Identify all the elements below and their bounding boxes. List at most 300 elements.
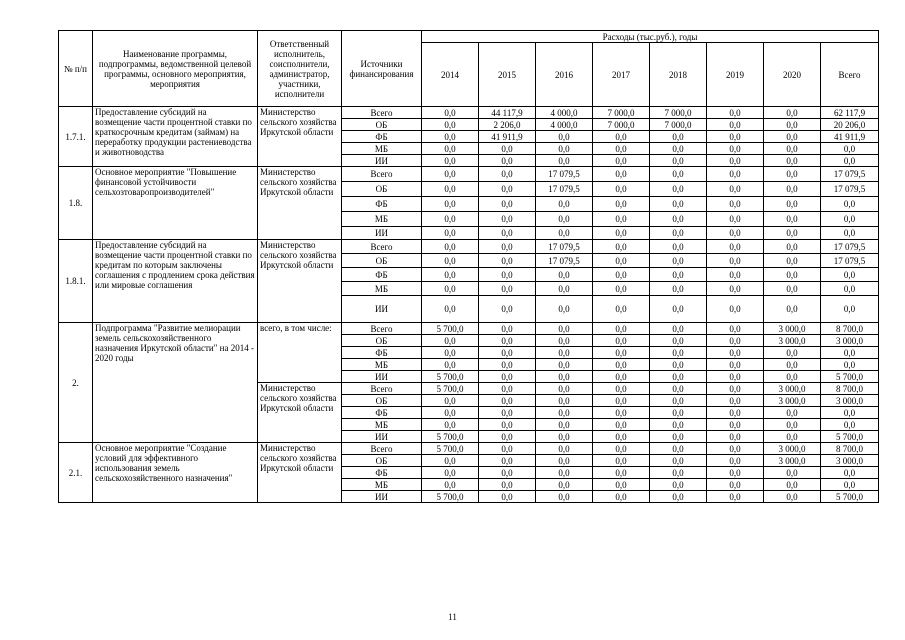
total-value: 0,0 [821,296,879,323]
total-value: 62 117,9 [821,107,879,119]
funding-source: МБ [342,212,422,227]
year-value: 0,0 [707,197,764,212]
funding-source: МБ [342,419,422,431]
year-value: 0,0 [536,155,593,167]
year-value: 0,0 [593,323,650,335]
year-value: 17 079,5 [536,182,593,197]
year-value: 0,0 [593,268,650,282]
total-value: 5 700,0 [821,491,879,503]
table-row [59,107,879,119]
year-value: 0,0 [764,240,821,254]
year-value: 3 000,0 [764,323,821,335]
year-value: 0,0 [707,107,764,119]
year-value: 0,0 [593,395,650,407]
item-description: Основное мероприятие "Создание условий для эффективного использования земель сельскохозяйственного назначения" [93,443,258,503]
funding-source: МБ [342,143,422,155]
year-value: 0,0 [593,212,650,227]
year-value: 0,0 [764,282,821,296]
year-value: 0,0 [707,254,764,268]
year-value: 0,0 [707,467,764,479]
year-value: 0,0 [764,359,821,371]
header-number: № п/п [59,31,93,107]
header-name: Наименование программы, подпрограммы, ведомственной целевой программы, основного мероприятия, мероприятия [93,31,258,107]
year-value: 0,0 [764,347,821,359]
year-value: 0,0 [536,131,593,143]
year-value: 0,0 [650,479,707,491]
funding-source: ИИ [342,296,422,323]
year-value: 0,0 [650,143,707,155]
total-value: 20 206,0 [821,119,879,131]
year-value: 0,0 [707,431,764,443]
year-value: 0,0 [707,395,764,407]
total-value: 3 000,0 [821,395,879,407]
year-value: 0,0 [650,323,707,335]
year-value: 0,0 [764,143,821,155]
year-value: 0,0 [707,155,764,167]
year-value: 0,0 [764,227,821,240]
year-value: 3 000,0 [764,335,821,347]
year-value: 7 000,0 [593,119,650,131]
year-value: 0,0 [764,167,821,182]
year-value: 4 000,0 [536,107,593,119]
year-value: 0,0 [764,419,821,431]
year-value: 3 000,0 [764,455,821,467]
year-value: 0,0 [479,143,536,155]
year-value: 0,0 [707,383,764,395]
year-value: 0,0 [479,296,536,323]
total-value: 17 079,5 [821,240,879,254]
year-value: 0,0 [593,371,650,383]
year-value: 0,0 [422,335,479,347]
header-year: 2016 [536,43,593,107]
year-value: 0,0 [479,268,536,282]
funding-source: ИИ [342,491,422,503]
year-value: 0,0 [422,282,479,296]
year-value: 0,0 [593,383,650,395]
year-value: 0,0 [536,212,593,227]
year-value: 0,0 [536,419,593,431]
year-value: 0,0 [536,491,593,503]
item-number: 1.8. [59,167,93,240]
year-value: 0,0 [479,167,536,182]
funding-source: Всего [342,443,422,455]
year-value: 0,0 [479,335,536,347]
year-value: 5 700,0 [422,323,479,335]
year-value: 0,0 [707,296,764,323]
year-value: 0,0 [422,107,479,119]
expenditure-table [58,30,879,503]
total-value: 0,0 [821,479,879,491]
year-value: 0,0 [422,479,479,491]
table-row [59,167,879,182]
header-year: 2019 [707,43,764,107]
year-value: 0,0 [764,107,821,119]
item-number: 1.7.1. [59,107,93,167]
funding-source: МБ [342,479,422,491]
year-value: 0,0 [479,155,536,167]
year-value: 0,0 [650,131,707,143]
year-value: 0,0 [650,419,707,431]
year-value: 0,0 [593,407,650,419]
year-value: 0,0 [650,268,707,282]
year-value: 0,0 [764,254,821,268]
year-value: 0,0 [479,282,536,296]
year-value: 0,0 [422,254,479,268]
year-value: 0,0 [650,407,707,419]
year-value: 0,0 [650,335,707,347]
year-value: 0,0 [593,443,650,455]
year-value: 0,0 [707,143,764,155]
year-value: 0,0 [764,212,821,227]
year-value: 0,0 [479,431,536,443]
total-value: 0,0 [821,212,879,227]
header-total: Всего [821,43,879,107]
year-value: 0,0 [536,467,593,479]
year-value: 0,0 [707,371,764,383]
year-value: 0,0 [593,455,650,467]
year-value: 0,0 [650,167,707,182]
year-value: 0,0 [650,467,707,479]
year-value: 41 911,9 [479,131,536,143]
year-value: 0,0 [536,359,593,371]
year-value: 0,0 [650,383,707,395]
item-description: Предоставление субсидий на возмещение части процентной ставки по кредитам по которым заключены соглашения с продлением срока действия или мировые соглашения [93,240,258,323]
total-value: 0,0 [821,143,879,155]
header-source: Источники финансирования [342,31,422,107]
year-value: 0,0 [536,296,593,323]
year-value: 0,0 [422,395,479,407]
year-value: 0,0 [479,467,536,479]
funding-source: ИИ [342,431,422,443]
year-value: 0,0 [764,407,821,419]
year-value: 0,0 [593,227,650,240]
year-value: 0,0 [650,347,707,359]
year-value: 0,0 [422,407,479,419]
year-value: 0,0 [536,371,593,383]
year-value: 0,0 [422,119,479,131]
year-value: 0,0 [422,240,479,254]
year-value: 0,0 [593,254,650,268]
table-row [59,443,879,455]
year-value: 0,0 [479,479,536,491]
year-value: 0,0 [650,359,707,371]
year-value: 0,0 [707,479,764,491]
table-row [59,323,879,335]
funding-source: Всего [342,383,422,395]
header-year: 2018 [650,43,707,107]
responsible-executor: Министерство сельского хозяйства Иркутской области [258,107,342,167]
year-value: 0,0 [479,383,536,395]
year-value: 0,0 [479,395,536,407]
year-value: 0,0 [479,371,536,383]
funding-source: ОБ [342,182,422,197]
item-number: 1.8.1. [59,240,93,323]
year-value: 0,0 [764,182,821,197]
year-value: 0,0 [707,119,764,131]
total-value: 8 700,0 [821,443,879,455]
year-value: 0,0 [764,197,821,212]
funding-source: ОБ [342,395,422,407]
year-value: 0,0 [479,407,536,419]
year-value: 0,0 [707,240,764,254]
year-value: 0,0 [650,254,707,268]
item-description: Основное мероприятие "Повышение финансовой устойчивости сельхозтоваропроизводителей" [93,167,258,240]
year-value: 44 117,9 [479,107,536,119]
year-value: 0,0 [479,359,536,371]
year-value: 0,0 [593,431,650,443]
funding-source: ФБ [342,197,422,212]
year-value: 5 700,0 [422,431,479,443]
table-body [59,31,879,503]
year-value: 0,0 [707,323,764,335]
responsible-executor: всего, в том числе: [258,323,342,383]
page-number: 11 [448,612,457,622]
year-value: 0,0 [422,419,479,431]
year-value: 17 079,5 [536,167,593,182]
funding-source: Всего [342,240,422,254]
year-value: 0,0 [650,227,707,240]
year-value: 0,0 [764,467,821,479]
funding-source: ОБ [342,254,422,268]
year-value: 0,0 [593,155,650,167]
year-value: 0,0 [650,371,707,383]
year-value: 0,0 [707,347,764,359]
funding-source: ИИ [342,371,422,383]
total-value: 3 000,0 [821,455,879,467]
header-row-1 [59,31,879,43]
year-value: 0,0 [707,167,764,182]
year-value: 0,0 [536,197,593,212]
year-value: 0,0 [593,143,650,155]
funding-source: МБ [342,359,422,371]
year-value: 0,0 [764,268,821,282]
year-value: 0,0 [536,443,593,455]
year-value: 0,0 [707,131,764,143]
year-value: 5 700,0 [422,383,479,395]
total-value: 5 700,0 [821,371,879,383]
year-value: 0,0 [707,419,764,431]
total-value: 0,0 [821,282,879,296]
year-value: 0,0 [593,491,650,503]
year-value: 0,0 [650,455,707,467]
year-value: 0,0 [707,491,764,503]
year-value: 0,0 [593,182,650,197]
year-value: 0,0 [422,227,479,240]
year-value: 17 079,5 [536,240,593,254]
year-value: 0,0 [422,347,479,359]
year-value: 3 000,0 [764,443,821,455]
year-value: 0,0 [422,359,479,371]
year-value: 0,0 [593,359,650,371]
year-value: 0,0 [536,455,593,467]
funding-source: МБ [342,282,422,296]
year-value: 0,0 [479,240,536,254]
year-value: 0,0 [479,443,536,455]
funding-source: ОБ [342,335,422,347]
funding-source: ОБ [342,455,422,467]
year-value: 0,0 [650,491,707,503]
year-value: 0,0 [707,335,764,347]
year-value: 3 000,0 [764,395,821,407]
year-value: 17 079,5 [536,254,593,268]
header-year: 2017 [593,43,650,107]
header-year: 2015 [479,43,536,107]
funding-source: ИИ [342,227,422,240]
year-value: 0,0 [422,131,479,143]
year-value: 0,0 [422,155,479,167]
total-value: 0,0 [821,359,879,371]
year-value: 0,0 [707,443,764,455]
responsible-executor: Министерство сельского хозяйства Иркутской области [258,240,342,323]
year-value: 7 000,0 [650,107,707,119]
year-value: 0,0 [536,323,593,335]
year-value: 0,0 [593,167,650,182]
item-description: Предоставление субсидий на возмещение части процентной ставки по краткосрочным кредитам (займам) на переработку продукции растениеводства и животноводства [93,107,258,167]
year-value: 0,0 [422,455,479,467]
funding-source: ФБ [342,131,422,143]
total-value: 8 700,0 [821,323,879,335]
year-value: 0,0 [479,197,536,212]
total-value: 0,0 [821,227,879,240]
item-number: 2.1. [59,443,93,503]
total-value: 0,0 [821,419,879,431]
responsible-executor: Министерство сельского хозяйства Иркутской области [258,167,342,240]
funding-source: ФБ [342,268,422,282]
year-value: 0,0 [650,197,707,212]
year-value: 0,0 [593,347,650,359]
funding-source: ФБ [342,347,422,359]
year-value: 0,0 [764,131,821,143]
header-year: 2014 [422,43,479,107]
total-value: 0,0 [821,155,879,167]
year-value: 0,0 [593,479,650,491]
year-value: 0,0 [422,467,479,479]
year-value: 0,0 [764,491,821,503]
funding-source: ФБ [342,407,422,419]
header-expenses: Расходы (тыс.руб.), годы [422,31,879,43]
year-value: 0,0 [764,479,821,491]
year-value: 0,0 [593,282,650,296]
year-value: 0,0 [479,347,536,359]
year-value: 5 700,0 [422,371,479,383]
year-value: 0,0 [764,155,821,167]
year-value: 0,0 [650,240,707,254]
year-value: 3 000,0 [764,383,821,395]
year-value: 0,0 [764,431,821,443]
year-value: 0,0 [479,491,536,503]
year-value: 0,0 [593,467,650,479]
year-value: 0,0 [479,182,536,197]
responsible-executor: Министерство сельского хозяйства Иркутской области [258,383,342,443]
total-value: 0,0 [821,467,879,479]
total-value: 0,0 [821,347,879,359]
year-value: 4 000,0 [536,119,593,131]
year-value: 0,0 [479,419,536,431]
year-value: 0,0 [536,395,593,407]
item-number: 2. [59,323,93,443]
responsible-executor: Министерство сельского хозяйства Иркутской области [258,443,342,503]
year-value: 0,0 [536,282,593,296]
year-value: 0,0 [422,167,479,182]
year-value: 0,0 [422,197,479,212]
year-value: 0,0 [764,371,821,383]
total-value: 3 000,0 [821,335,879,347]
year-value: 0,0 [650,282,707,296]
total-value: 0,0 [821,268,879,282]
year-value: 0,0 [536,227,593,240]
year-value: 0,0 [650,155,707,167]
year-value: 0,0 [422,143,479,155]
year-value: 0,0 [593,419,650,431]
year-value: 0,0 [707,268,764,282]
year-value: 0,0 [536,431,593,443]
year-value: 0,0 [479,212,536,227]
year-value: 0,0 [479,227,536,240]
year-value: 0,0 [764,296,821,323]
total-value: 17 079,5 [821,167,879,182]
year-value: 0,0 [479,254,536,268]
year-value: 0,0 [536,347,593,359]
year-value: 5 700,0 [422,443,479,455]
year-value: 2 206,0 [479,119,536,131]
year-value: 0,0 [422,296,479,323]
funding-source: Всего [342,167,422,182]
funding-source: ИИ [342,155,422,167]
year-value: 0,0 [593,131,650,143]
year-value: 0,0 [536,143,593,155]
year-value: 0,0 [650,212,707,227]
year-value: 0,0 [536,383,593,395]
year-value: 0,0 [422,268,479,282]
year-value: 0,0 [707,407,764,419]
year-value: 0,0 [707,212,764,227]
year-value: 0,0 [536,335,593,347]
year-value: 0,0 [536,268,593,282]
total-value: 5 700,0 [821,431,879,443]
year-value: 0,0 [707,227,764,240]
year-value: 0,0 [536,407,593,419]
year-value: 5 700,0 [422,491,479,503]
year-value: 0,0 [422,212,479,227]
year-value: 0,0 [593,335,650,347]
year-value: 0,0 [479,455,536,467]
total-value: 0,0 [821,407,879,419]
header-responsible: Ответственный исполнитель, соисполнители, администратор, участники, исполнители [258,31,342,107]
year-value: 0,0 [650,296,707,323]
year-value: 7 000,0 [593,107,650,119]
total-value: 0,0 [821,197,879,212]
year-value: 0,0 [650,443,707,455]
funding-source: ФБ [342,467,422,479]
header-year: 2020 [764,43,821,107]
year-value: 0,0 [479,323,536,335]
funding-source: Всего [342,107,422,119]
funding-source: Всего [342,323,422,335]
year-value: 0,0 [707,182,764,197]
year-value: 0,0 [707,455,764,467]
total-value: 8 700,0 [821,383,879,395]
table-row [59,240,879,254]
year-value: 0,0 [650,395,707,407]
year-value: 0,0 [764,119,821,131]
year-value: 0,0 [593,296,650,323]
year-value: 0,0 [650,182,707,197]
year-value: 0,0 [707,359,764,371]
item-description: Подпрограмма "Развитие мелиорации земель сельскохозяйственного назначения Иркутской области" на 2014 - 2020 годы [93,323,258,443]
total-value: 41 911,9 [821,131,879,143]
year-value: 0,0 [536,479,593,491]
year-value: 0,0 [707,282,764,296]
